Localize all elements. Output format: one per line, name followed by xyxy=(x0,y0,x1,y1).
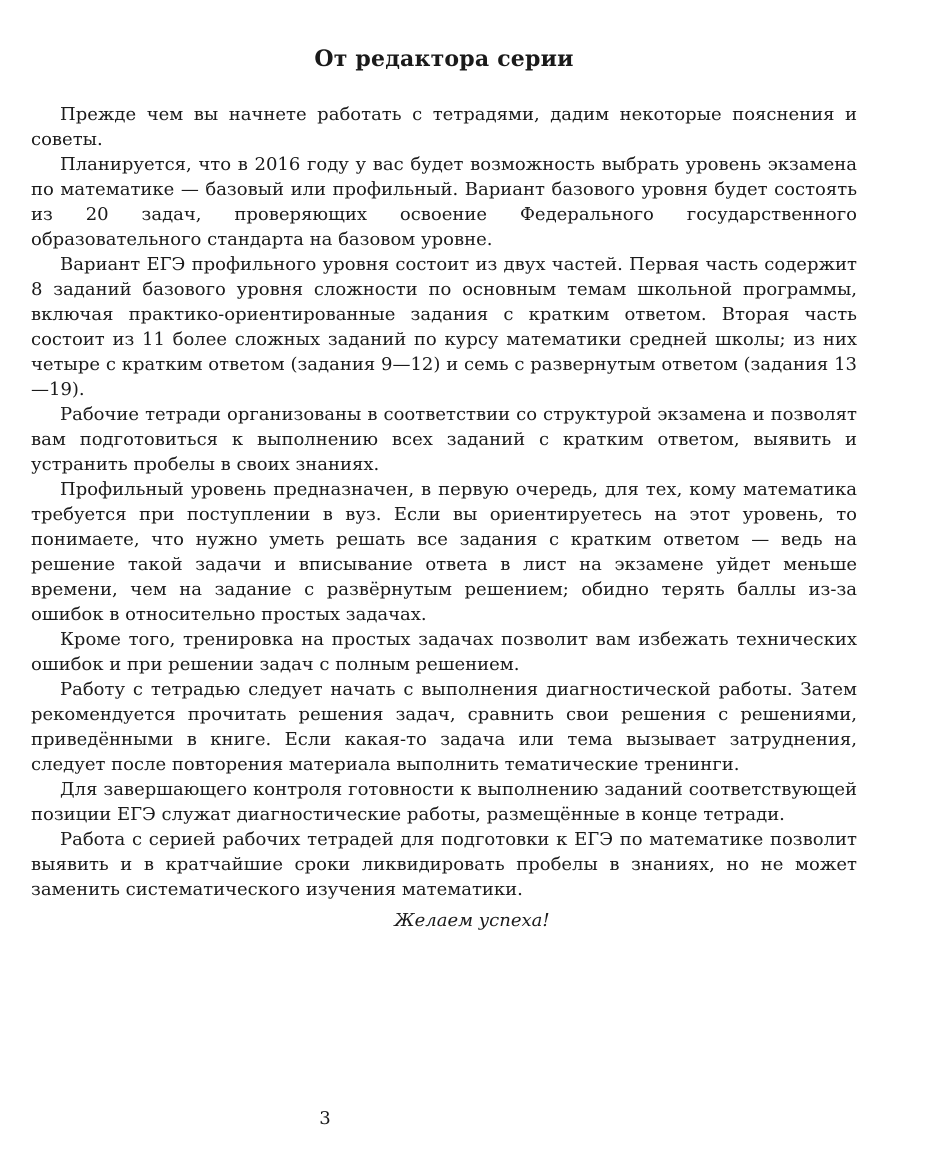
paragraph-exam-levels: Планируется, что в 2016 году у вас будет возможность выбрать уровень экзамена по математике — базовый или профильный. Вариант базового уровня будет состоять из 20 задач, проверяющих освоение Федерального государственного образовательного стандарта на базовом уровне. xyxy=(31,154,857,250)
paragraph-profile-variant: Вариант ЕГЭ профильного уровня состоит из двух частей. Первая часть содержит 8 заданий базового уровня сложности по основным темам школьной программы, включая практико-ориентированные задания с кратким ответом. Вторая часть состоит из 11 более сложных заданий по курсу математики средней школы; из них четыре с кратким ответом (задания 9—12) и семь с развернутым ответом (задания 13—19). xyxy=(31,254,857,400)
paragraph-training: Кроме того, тренировка на простых задачах позволит вам избежать технических ошибок и при решении задач с полным решением. xyxy=(31,629,857,675)
closing-wish: Желаем успеха! xyxy=(394,910,550,931)
paragraph-workbooks: Рабочие тетради организованы в соответствии со структурой экзамена и позволят вам подготовиться к выполнению всех заданий с кратким ответом, выявить и устранить пробелы в своих знаниях. xyxy=(31,404,857,475)
page xyxy=(31,0,857,1152)
paragraph-intro: Прежде чем вы начнете работать с тетрадями, дадим некоторые пояснения и советы. xyxy=(31,104,857,150)
paragraph-workflow: Работу с тетрадью следует начать с выполнения диагностической работы. Затем рекомендуется прочитать решения задач, сравнить свои решения с решениями, приведёнными в книге. Если какая-то задача или тема вызывает затруднения, следует после повторения материала выполнить тематические тренинги. xyxy=(31,679,857,775)
paragraph-series: Работа с серией рабочих тетрадей для подготовки к ЕГЭ по математике позволит выявить и в кратчайшие сроки ликвидировать пробелы в знаниях, но не может заменить систематического изучения математики. xyxy=(31,829,857,900)
body-text xyxy=(31,102,857,902)
page-number: 3 xyxy=(319,1108,331,1129)
page-title: От редактора серии xyxy=(314,46,574,72)
paragraph-profile-level: Профильный уровень предназначен, в первую очередь, для тех, кому математика требуется при поступлении в вуз. Если вы ориентируетесь на этот уровень, то понимаете, что нужно уметь решать все задания с кратким ответом — ведь на решение такой задачи и вписывание ответа в лист на экзамене уйдет меньше времени, чем на задание с развёрнутым решением; обидно терять баллы из-за ошибок в относительно простых задачах. xyxy=(31,479,857,625)
paragraph-final-control: Для завершающего контроля готовности к выполнению заданий соответствующей позиции ЕГЭ служат диагностические работы, размещённые в конце тетради. xyxy=(31,779,857,825)
